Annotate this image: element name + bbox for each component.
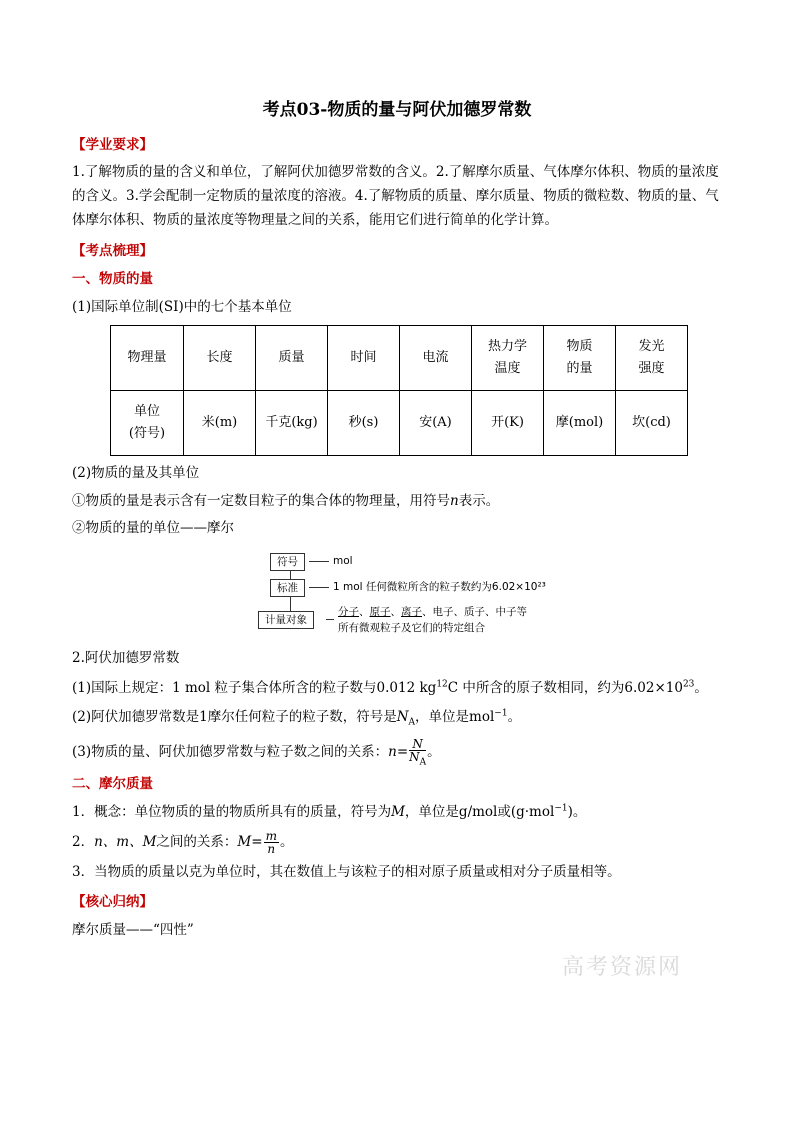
heading-core-summary: 【核心归纳】 bbox=[72, 893, 153, 910]
avogadro-point-3: (3)物质的量、阿伏加德罗常数与粒子数之间的关系：n= $\frac{N}{N_A}$ 。 bbox=[72, 736, 441, 768]
table-cell: 千克(kg) bbox=[256, 391, 328, 456]
diagram-text-symbol: mol bbox=[333, 555, 353, 567]
table-cell: 热力学 温度 bbox=[472, 326, 544, 391]
fraction-n: $\frac{N}{N_A}$ bbox=[409, 736, 427, 768]
molar-mass-point-3: 3．当物质的质量以克为单位时，其在数值上与该粒子的相对原子质量或相对分子质量相等。 bbox=[72, 864, 621, 881]
table-row bbox=[111, 326, 688, 391]
mole-concept-diagram bbox=[258, 551, 588, 641]
table-cell: 时间 bbox=[328, 326, 400, 391]
table-cell: 开(K) bbox=[472, 391, 544, 456]
diagram-box-standard: 标准 bbox=[270, 579, 305, 597]
diagram-connector bbox=[309, 587, 329, 588]
core-summary-text: 摩尔质量——“四性” bbox=[72, 921, 194, 938]
table-cell: 长度 bbox=[184, 326, 256, 391]
heading-requirements: 【学业要求】 bbox=[72, 136, 153, 153]
table-cell: 质量 bbox=[256, 326, 328, 391]
table-cell: 秒(s) bbox=[328, 391, 400, 456]
table-cell: 电流 bbox=[400, 326, 472, 391]
table-cell: 物理量 bbox=[111, 326, 184, 391]
diagram-connector bbox=[326, 619, 334, 620]
diagram-box-target: 计量对象 bbox=[258, 611, 314, 629]
molar-mass-point-2: 2．n、m、M之间的关系：M= $\frac{m}{n}$ 。 bbox=[72, 829, 294, 857]
page-title: 考点03-物质的量与阿伏加德罗常数 bbox=[262, 100, 532, 120]
document-page bbox=[72, 96, 722, 942]
avogadro-point-1: (1)国际上规定：1 mol 粒子集合体所含的粒子数与0.012 $kg^{12}C$ 中所含的原子数相同，约为$6.02\times 10^{23}$。 bbox=[72, 679, 708, 696]
table-cell: 单位 (符号) bbox=[111, 391, 184, 456]
requirements-text: 1.了解物质的量的含义和单位，了解阿伏加德罗常数的含义。2.了解摩尔质量、气体摩尔体积、物质的量浓度的含义。3.学会配制一定物质的量浓度的溶液。4.了解物质的质量、摩尔质量、物质的微粒数、物质的量、气体摩尔体积、物质的量浓度等物理量之间的关系，能用它们进行简单的化学计算。 bbox=[72, 164, 719, 228]
definition-2: ②物质的量的单位——摩尔 bbox=[72, 520, 234, 537]
diagram-box-symbol: 符号 bbox=[270, 553, 305, 571]
avogadro-point-2: (2)阿伏加德罗常数是1摩尔任何粒子的粒子数，符号是$N_A$，单位是mol$^{-1}$。 bbox=[72, 708, 522, 728]
table-cell: 发光 强度 bbox=[616, 326, 688, 391]
avogadro-heading: 2.阿伏加德罗常数 bbox=[72, 650, 180, 666]
table-cell: 摩(mol) bbox=[544, 391, 616, 456]
heading-section-2: 二、摩尔质量 bbox=[72, 776, 153, 793]
subsection-2-heading: (2)物质的量及其单位 bbox=[72, 465, 200, 482]
table-row bbox=[111, 391, 688, 456]
diagram-text-target-line1: 分子、原子、离子、电子、质子、中子等 bbox=[338, 606, 527, 618]
diagram-connector bbox=[309, 561, 329, 562]
si-units-intro: (1)国际单位制(SI)中的七个基本单位 bbox=[72, 298, 292, 315]
table-cell: 物质 的量 bbox=[544, 326, 616, 391]
molar-mass-point-1: 1．概念：单位物质的量的物质所具有的质量，符号为M，单位是g/mol或(g·mol$^{-1}$)。 bbox=[72, 803, 587, 820]
watermark-text: 高考资源网 bbox=[562, 955, 683, 980]
fraction-m: $\frac{m}{n}$ bbox=[265, 829, 277, 857]
table-cell: 安(A) bbox=[400, 391, 472, 456]
diagram-text-target-line2: 所有微观粒子及它们的特定组合 bbox=[338, 622, 485, 634]
si-units-table bbox=[110, 325, 688, 456]
definition-1: ①物质的量是表示含有一定数目粒子的集合体的物理量，用符号n表示。 bbox=[72, 492, 500, 509]
heading-section-1: 一、物质的量 bbox=[72, 270, 153, 287]
table-cell: 米(m) bbox=[184, 391, 256, 456]
table-cell: 坎(cd) bbox=[616, 391, 688, 456]
diagram-text-standard: 1 mol 任何微粒所含的粒子数约为6.02×10²³ bbox=[333, 581, 546, 593]
heading-review: 【考点梳理】 bbox=[72, 243, 153, 260]
